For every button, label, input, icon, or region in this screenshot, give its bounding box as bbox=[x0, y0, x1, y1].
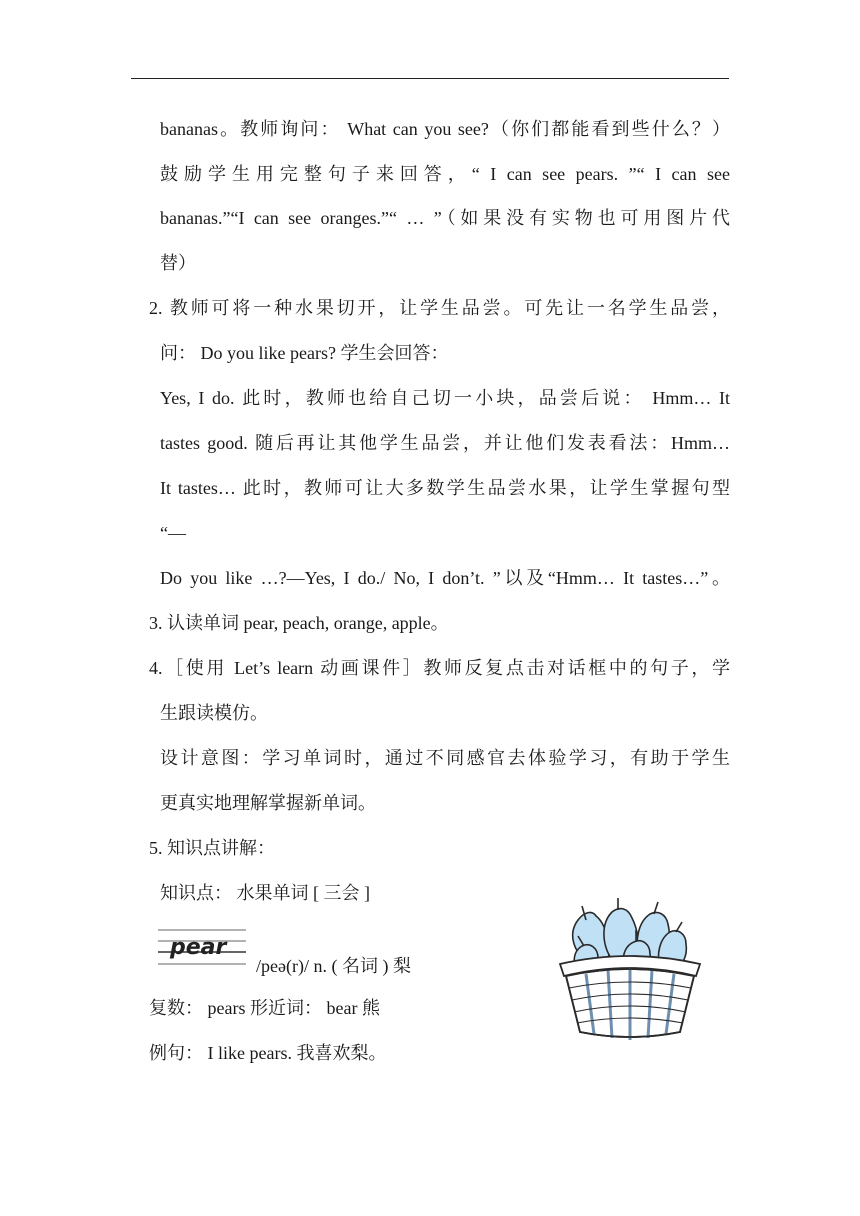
text-line: It tastes… 此时，教师可让大多数学生品尝水果，让学生掌握句型 bbox=[160, 478, 730, 498]
text-line: 鼓励学生用完整句子来回答，“ I can see pears. ”“ I can see bbox=[160, 164, 730, 184]
svg-text:pear: pear bbox=[170, 935, 227, 960]
pear-basket-illustration bbox=[556, 896, 704, 1046]
text-line: bananas。教师询问： What can you see?（你们都能看到些什么？） bbox=[160, 119, 730, 139]
knowledge-point-title: 知识点： 水果单词 [ 三会 ] bbox=[160, 883, 370, 903]
plural-similar-word: 复数： pears 形近词： bear 熊 bbox=[149, 998, 380, 1018]
phonetic-definition: /peə(r)/ n. ( 名词 ) 梨 bbox=[256, 956, 411, 976]
text-line: 替） bbox=[160, 253, 196, 273]
text-line: tastes good. 随后再让其他学生品尝，并让他们发表看法：Hmm… bbox=[160, 433, 730, 453]
text-line: Yes, I do. 此时，教师也给自己切一小块，品尝后说： Hmm… It bbox=[160, 388, 730, 408]
list-item-5: 5. 知识点讲解： bbox=[149, 838, 275, 858]
header-rule bbox=[131, 78, 729, 79]
list-item-3: 3. 认读单词 pear, peach, orange, apple。 bbox=[149, 613, 449, 633]
text-line: bananas.”“I can see oranges.”“ … ”（如果没有实物也可用图片代 bbox=[160, 208, 730, 228]
handwriting-word-pear bbox=[158, 926, 248, 968]
example-sentence: 例句： I like pears. 我喜欢梨。 bbox=[149, 1043, 387, 1063]
design-intent-line: 设计意图：学习单词时，通过不同感官去体验学习，有助于学生 bbox=[160, 748, 730, 768]
list-item-2: 2. 教师可将一种水果切开，让学生品尝。可先让一名学生品尝， bbox=[149, 298, 730, 318]
text-line: 生跟读模仿。 bbox=[160, 703, 268, 723]
text-line: “— bbox=[160, 523, 186, 543]
text-line: Do you like …?—Yes, I do./ No, I don’t. ”以及“Hmm… It tastes…”。 bbox=[160, 568, 730, 588]
design-intent-line: 更真实地理解掌握新单词。 bbox=[160, 793, 376, 813]
list-item-4: 4.［使用 Let’s learn 动画课件］教师反复点击对话框中的句子，学 bbox=[149, 658, 730, 678]
text-line: 问： Do you like pears? 学生会回答： bbox=[160, 343, 449, 363]
